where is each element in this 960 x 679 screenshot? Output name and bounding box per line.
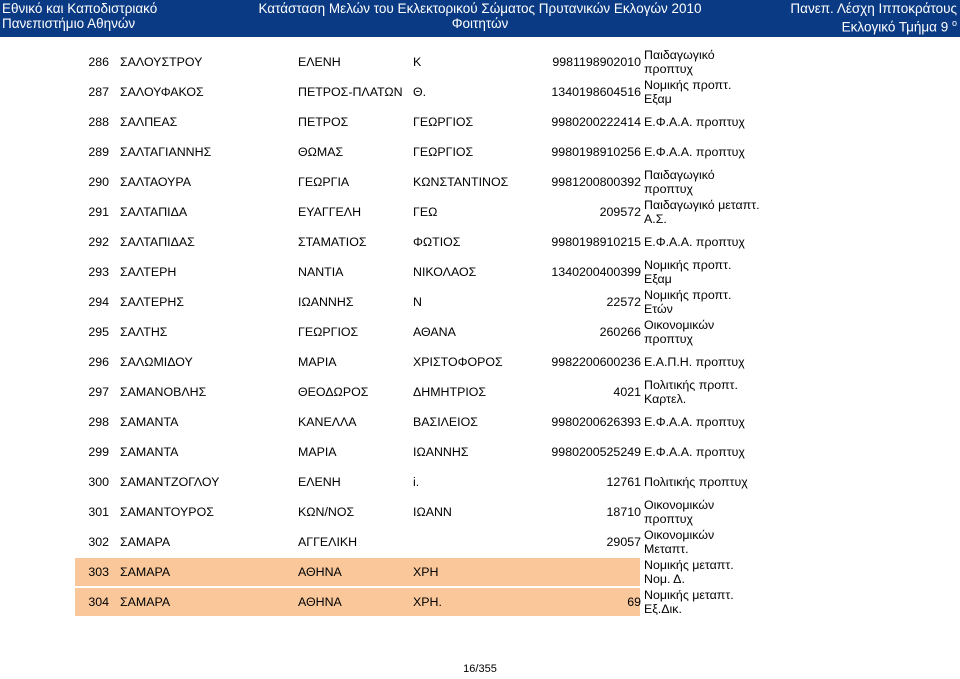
polling-station-section-suffix: ο — [951, 18, 957, 28]
first-name: ΜΑΡΙΑ — [298, 355, 337, 369]
department-info — [644, 228, 745, 256]
first-name: ΘΩΜΑΣ — [298, 145, 344, 159]
table-row — [0, 78, 960, 106]
registry-code: 209572 — [599, 205, 641, 219]
surname: ΣΑΜΑΝΤΖΟΓΛΟΥ — [120, 475, 220, 489]
table-row — [0, 258, 960, 286]
surname: ΣΑΛΤΕΡΗΣ — [120, 295, 184, 309]
document-title-line1: Κατάσταση Μελών του Εκλεκτορικού Σώματος Πρυτανικών Εκλογών 2010 — [258, 1, 702, 16]
father-name: ΝΙΚΟΛΑΟΣ — [413, 265, 477, 279]
first-name: ΙΩΑΝΝΗΣ — [298, 295, 354, 309]
department-info-line2: προπτυχ — [644, 332, 694, 346]
department-info — [644, 558, 734, 586]
father-name: ΚΩΝΣΤΑΝΤΙΝΟΣ — [413, 175, 509, 189]
university-name-line1: Εθνικό και Καποδιστριακό — [2, 1, 158, 16]
row-number: 304 — [88, 595, 109, 609]
registry-code: 18710 — [606, 505, 641, 519]
first-name: ΠΕΤΡΟΣ — [298, 115, 349, 129]
first-name: ΣΤΑΜΑΤΙΟΣ — [298, 235, 367, 249]
department-info-line1: Οικονομικών — [644, 498, 715, 512]
row-number: 296 — [88, 355, 109, 369]
department-info-line1: Νομικής μεταπτ. — [644, 558, 734, 572]
registry-code: 9980198910215 — [551, 235, 641, 249]
department-info-line1: Οικονομικών — [644, 318, 715, 332]
department-info-line2: προπτυχ — [644, 182, 694, 196]
row-number: 301 — [88, 505, 109, 519]
department-info-line2: Εξ.Δικ. — [644, 602, 682, 616]
department-info-line2: Ετών — [644, 302, 673, 316]
surname: ΣΑΛΟΥΦΑΚΟΣ — [120, 85, 204, 99]
table-row — [0, 498, 960, 526]
surname: ΣΑΛΤΑΓΙΑΝΝΗΣ — [120, 145, 212, 159]
surname: ΣΑΛΤΕΡΗ — [120, 265, 177, 279]
row-number: 293 — [88, 265, 109, 279]
first-name: ΑΓΓΕΛΙΚΗ — [298, 535, 358, 549]
department-info-line1: Ε.Α.Π.Η. προπτυχ — [644, 355, 745, 369]
department-info-line1: Παιδαγωγικό μεταπτ. — [644, 198, 760, 212]
registry-code: 29057 — [606, 535, 641, 549]
registry-code: 12761 — [606, 475, 641, 489]
table-row — [0, 168, 960, 196]
surname: ΣΑΛΤΗΣ — [120, 325, 168, 339]
registry-code: 9980200222414 — [551, 115, 641, 129]
registry-code: 9980198910256 — [551, 145, 641, 159]
table-row — [0, 108, 960, 136]
department-info-line1: Πολιτικής προπτ. — [644, 378, 738, 392]
father-name: i. — [413, 475, 420, 489]
page-number: 16/355 — [463, 663, 497, 675]
surname: ΣΑΛΤΑΠΙΔΑΣ — [120, 235, 195, 249]
row-number: 297 — [88, 385, 109, 399]
table-row — [0, 408, 960, 436]
department-info-line2: Καρτελ. — [644, 392, 687, 406]
document-title-line2: Φοιτητών — [451, 16, 509, 31]
first-name: ΕΛΕΝΗ — [298, 55, 341, 69]
department-info — [644, 288, 731, 316]
first-name: ΑΘΗΝΑ — [298, 595, 342, 609]
table-row — [0, 318, 960, 346]
department-info — [644, 348, 745, 376]
department-info-line2: προπτυχ — [644, 62, 694, 76]
father-name: ΑΘΑΝΑ — [413, 325, 456, 339]
department-info-line2: Νομ. Δ. — [644, 572, 685, 586]
father-name: ΙΩΑΝΝΗΣ — [413, 445, 469, 459]
department-info — [644, 168, 715, 196]
first-name: ΚΩΝ/ΝΟΣ — [298, 505, 355, 519]
registry-code: 9980200525249 — [551, 445, 641, 459]
department-info — [644, 198, 760, 226]
department-info-line1: Παιδαγωγικό — [644, 168, 715, 182]
first-name: ΑΘΗΝΑ — [298, 565, 342, 579]
row-number: 298 — [88, 415, 109, 429]
surname: ΣΑΜΑΝΟΒΛΗΣ — [120, 385, 207, 399]
first-name: ΚΑΝΕΛΛΑ — [298, 415, 357, 429]
father-name: ΦΩΤΙΟΣ — [413, 235, 461, 249]
department-info — [644, 318, 714, 346]
department-info — [644, 528, 714, 556]
department-info-line2: Εξαμ — [644, 92, 672, 106]
surname: ΣΑΛΠΕΑΣ — [120, 115, 178, 129]
row-number: 289 — [88, 145, 109, 159]
department-info — [644, 48, 715, 76]
row-number: 290 — [88, 175, 109, 189]
registry-code: 69 — [627, 595, 641, 609]
registry-code: 22572 — [606, 295, 641, 309]
table-row — [0, 48, 960, 76]
department-info — [644, 108, 745, 136]
department-info-line1: Παιδαγωγικό — [644, 48, 715, 62]
father-name: ΧΡΗ. — [413, 595, 442, 609]
father-name: ΓΕΩΡΓΙΟΣ — [413, 115, 474, 129]
department-info-line2: Μεταπτ. — [644, 542, 689, 556]
table-row — [0, 378, 960, 406]
surname: ΣΑΛΩΜΙΔΟΥ — [120, 355, 193, 369]
row-number: 288 — [88, 115, 109, 129]
table-row — [0, 468, 960, 496]
department-info-line1: Νομικής προπτ. — [644, 78, 732, 92]
registry-code: 1340200400399 — [551, 265, 641, 279]
department-info — [644, 138, 745, 166]
surname: ΣΑΛΤΑΠΙΔΑ — [120, 205, 188, 219]
surname: ΣΑΜΑΡΑ — [120, 595, 171, 609]
father-name: Ν — [413, 295, 422, 309]
polling-station-venue: Πανεπ. Λέσχη Ιπποκράτους — [790, 1, 957, 16]
registry-code: 4021 — [613, 385, 641, 399]
first-name: ΕΛΕΝΗ — [298, 475, 341, 489]
table-row — [75, 588, 734, 616]
father-name: ΒΑΣΙΛΕΙΟΣ — [413, 415, 478, 429]
row-number: 291 — [88, 205, 109, 219]
father-name: ΧΡΙΣΤΟΦΟΡΟΣ — [413, 355, 503, 369]
first-name: ΕΥΑΓΓΕΛΗ — [298, 205, 362, 219]
first-name: ΓΕΩΡΓΙΑ — [298, 175, 350, 189]
row-number: 286 — [88, 55, 109, 69]
registry-code: 9981198902010 — [552, 55, 641, 69]
father-name: ΙΩΑΝΝ — [413, 505, 452, 519]
surname: ΣΑΛΟΥΣΤΡΟΥ — [120, 55, 203, 69]
table-row — [75, 558, 734, 586]
table-row — [0, 138, 960, 166]
first-name: ΝΑΝΤΙΑ — [298, 265, 344, 279]
department-info — [644, 378, 738, 406]
surname: ΣΑΜΑΝΤΑ — [120, 445, 179, 459]
surname: ΣΑΜΑΝΤΟΥΡΟΣ — [120, 505, 214, 519]
polling-station-section — [790, 16, 957, 35]
father-name: ΓΕΩΡΓΙΟΣ — [413, 145, 474, 159]
father-name: ΓΕΩ — [413, 205, 438, 219]
department-info-line1: Ε.Φ.Α.Α. προπτυχ — [644, 145, 745, 159]
department-info — [644, 468, 748, 496]
department-info-line2: προπτυχ — [644, 512, 694, 526]
department-info — [644, 438, 745, 466]
department-info-line1: Ε.Φ.Α.Α. προπτυχ — [644, 415, 745, 429]
header-banner — [0, 0, 960, 37]
department-info — [644, 498, 714, 526]
department-info-line1: Νομικής μεταπτ. — [644, 588, 734, 602]
department-info — [644, 78, 731, 106]
polling-station — [790, 1, 957, 35]
first-name: ΜΑΡΙΑ — [298, 445, 337, 459]
surname: ΣΑΜΑΝΤΑ — [120, 415, 179, 429]
father-name: ΔΗΜΗΤΡΙΟΣ — [413, 385, 487, 399]
table-row — [0, 528, 960, 556]
row-number: 300 — [88, 475, 109, 489]
row-number: 294 — [88, 295, 109, 309]
father-name: Θ. — [413, 85, 427, 99]
department-info — [644, 408, 745, 436]
department-info — [644, 258, 731, 286]
surname: ΣΑΜΑΡΑ — [120, 535, 171, 549]
department-info-line2: Εξαμ — [644, 272, 672, 286]
row-number: 302 — [88, 535, 109, 549]
registry-code: 9981200800392 — [551, 175, 641, 189]
registry-code: 260266 — [599, 325, 641, 339]
department-info-line1: Οικονομικών — [644, 528, 715, 542]
father-name: ΧΡΗ — [413, 565, 439, 579]
row-number: 287 — [88, 85, 109, 99]
registry-code — [520, 558, 641, 586]
row-number: 299 — [88, 445, 109, 459]
table-row — [0, 438, 960, 466]
university-name-line2: Πανεπιστήμιο Αθηνών — [2, 16, 136, 31]
department-info-line2: Α.Σ. — [644, 212, 667, 226]
department-info-line1: Νομικής προπτ. — [644, 258, 732, 272]
row-number: 292 — [88, 235, 109, 249]
surname: ΣΑΜΑΡΑ — [120, 565, 171, 579]
department-info-line1: Πολιτικής προπτυχ — [644, 475, 748, 489]
first-name: ΓΕΩΡΓΙΟΣ — [298, 325, 359, 339]
polling-station-section-label: Εκλογικό Τμήμα 9 — [841, 19, 949, 35]
first-name: ΘΕΟΔΩΡΟΣ — [298, 385, 369, 399]
registry-code: 9980200626393 — [551, 415, 641, 429]
first-name: ΠΕΤΡΟΣ-ΠΛΑΤΩΝ — [298, 85, 403, 99]
department-info-line1: Ε.Φ.Α.Α. προπτυχ — [644, 115, 745, 129]
row-number: 295 — [88, 325, 109, 339]
department-info-line1: Νομικής προπτ. — [644, 288, 732, 302]
father-name: Κ — [413, 55, 422, 69]
table-row — [0, 198, 960, 226]
table-row — [0, 228, 960, 256]
table-row — [0, 348, 960, 376]
department-info-line1: Ε.Φ.Α.Α. προπτυχ — [644, 235, 745, 249]
table-row — [0, 288, 960, 316]
registry-code: 9982200600236 — [551, 355, 641, 369]
department-info — [644, 588, 734, 616]
row-number: 303 — [88, 565, 109, 579]
registry-code: 1340198604516 — [551, 85, 641, 99]
surname: ΣΑΛΤΑΟΥΡΑ — [120, 175, 192, 189]
department-info-line1: Ε.Φ.Α.Α. προπτυχ — [644, 445, 745, 459]
